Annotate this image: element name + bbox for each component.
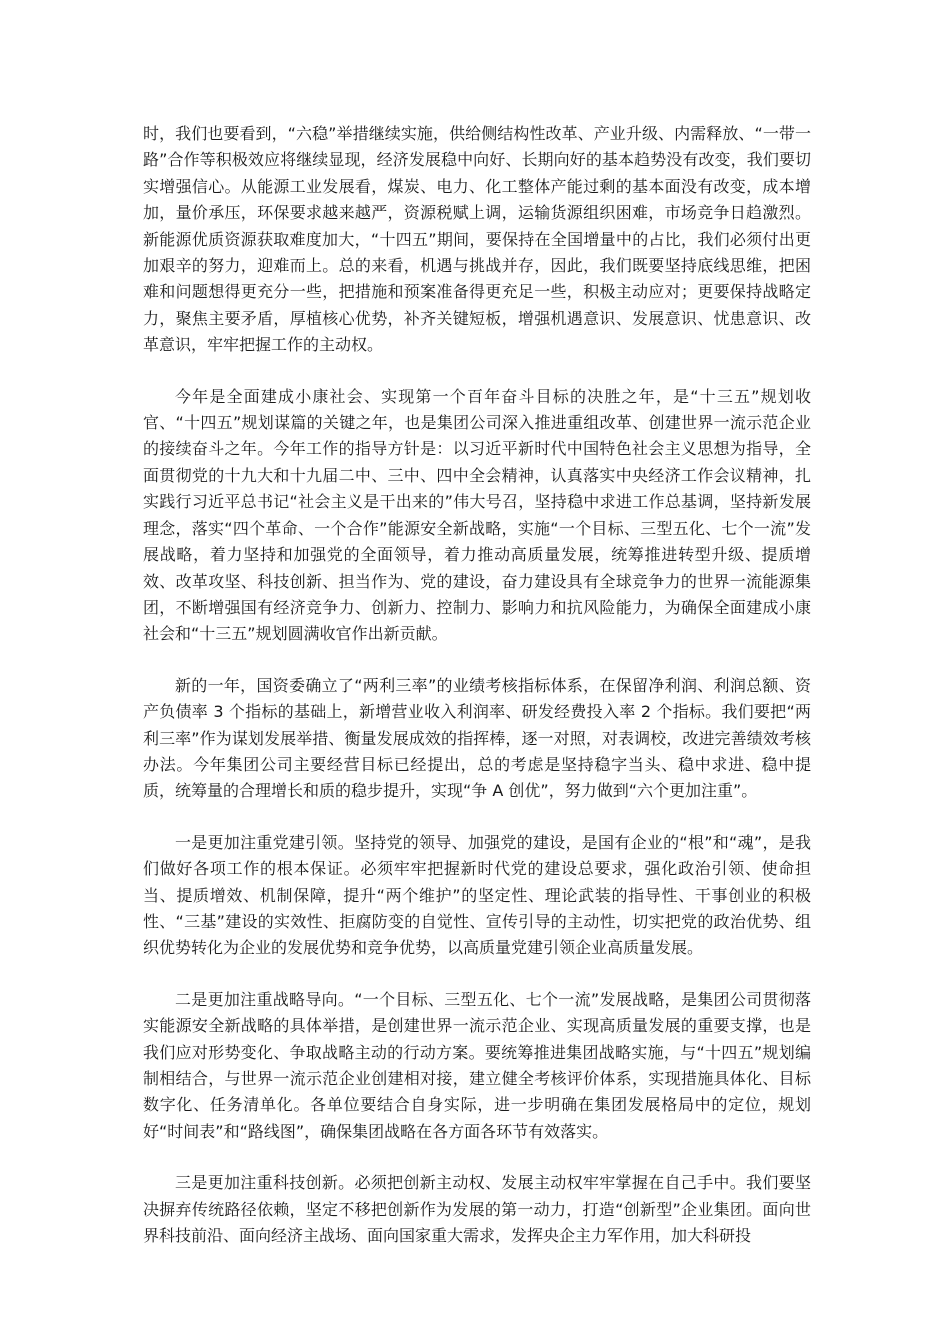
paragraph-guiding-principles: 今年是全面建成小康社会、实现第一个百年奋斗目标的决胜之年，是“十三五”规划收官、“十四五”规划谋篇的关键之年，也是集团公司深入推进重组改革、创建世界一流示范企业的接续奋斗之年。今年工作的指导方针是：以习近平新时代中国特色社会主义思想为指导，全面贯彻党的十九大和十九届二中、三中、四中全会精神，认真落实中央经济工作会议精神，扎实践行习近平总书记“社会主义是干出来的”伟大号召，坚持稳中求进工作总基调，坚持新发展理念，落实“四个革命、一个合作”能源安全新战略，实施“一个目标、三型五化、七个一流”发展战略，着力坚持和加强党的全面领导，着力推动高质量发展，统筹推进转型升级、提质增效、改革攻坚、科技创新、担当作为、党的建设，奋力建设具有全球竞争力的世界一流能源集团，不断增强国有经济竞争力、创新力、控制力、影响力和抗风险能力，为确保全面建成小康社会和“十三五”规划圆满收官作出新贡献。 [143, 386, 811, 644]
paragraph-continued: 时，我们也要看到，“六稳”举措继续实施，供给侧结构性改革、产业升级、内需释放、“一带一路”合作等积极效应将继续显现，经济发展稳中向好、长期向好的基本趋势没有改变，我们要切实增强信心。从能源工业发展看，煤炭、电力、化工整体产能过剩的基本面没有改变，成本增加，量价承压，环保要求越来越严，资源税赋上调，运输货源组织困难，市场竞争日趋激烈。新能源优质资源获取难度加大，“十四五”期间，要保持在全国增量中的占比，我们必须付出更加艰辛的努力，迎难而上。总的来看，机遇与挑战并存，因此，我们既要坚持底线思维，把困难和问题想得更充分一些，把措施和预案准备得更充足一些，积极主动应对；更要保持战略定力，聚焦主要矛盾，厚植核心优势，补齐关键短板，增强机遇意识、发展意识、忧患意识、改革意识，牢牢把握工作的主动权。 [143, 124, 811, 355]
document-body [143, 121, 811, 1249]
paragraph-tech-innovation: 三是更加注重科技创新。必须把创新主动权、发展主动权牢牢掌握在自己手中。我们要坚决摒弃传统路径依赖，坚定不移把创新作为发展的第一动力，打造“创新型”企业集团。面向世界科技前沿、面向经济主战场、面向国家重大需求，发挥央企主力军作用，加大科研投 [143, 1173, 811, 1246]
paragraph-strategy-orientation: 二是更加注重战略导向。“一个目标、三型五化、七个一流”发展战略，是集团公司贯彻落实能源安全新战略的具体举措，是创建世界一流示范企业、实现高质量发展的重要支撑，也是我们应对形势变化、争取战略主动的行动方案。要统筹推进集团战略实施，与“十四五”规划编制相结合，与世界一流示范企业创建相对接，建立健全考核评价体系，实现措施具体化、目标数字化、任务清单化。各单位要结合自身实际，进一步明确在集团发展格局中的定位，规划好“时间表”和“路线图”，确保集团战略在各方面各环节有效落实。 [143, 989, 811, 1141]
paragraph-party-building: 一是更加注重党建引领。坚持党的领导、加强党的建设，是国有企业的“根”和“魂”，是我们做好各项工作的根本保证。必须牢牢把握新时代党的建设总要求，强化政治引领、使命担当、提质增效、机制保障，提升“两个维护”的坚定性、理论武装的指导性、干事创业的积极性、“三基”建设的实效性、拒腐防变的自觉性、宣传引导的主动性，切实把党的政治优势、组织优势转化为企业的发展优势和竞争优势，以高质量党建引领企业高质量发展。 [143, 832, 811, 958]
paragraph-assessment-indicators: 新的一年，国资委确立了“两利三率”的业绩考核指标体系，在保留净利润、利润总额、资产负债率 3 个指标的基础上，新增营业收入利润率、研发经费投入率 2 个指标。我们要把“两利三率”作为谋划发展举措、衡量发展成效的指挥棒，逐一对照，对表调校，改进完善绩效考核办法。今年集团公司主要经营目标已经提出，总的考虑是坚持稳字当头、稳中求进、稳中提质，统筹量的合理增长和质的稳步提升，实现“争 A 创优”，努力做到“六个更加注重”。 [143, 675, 811, 801]
